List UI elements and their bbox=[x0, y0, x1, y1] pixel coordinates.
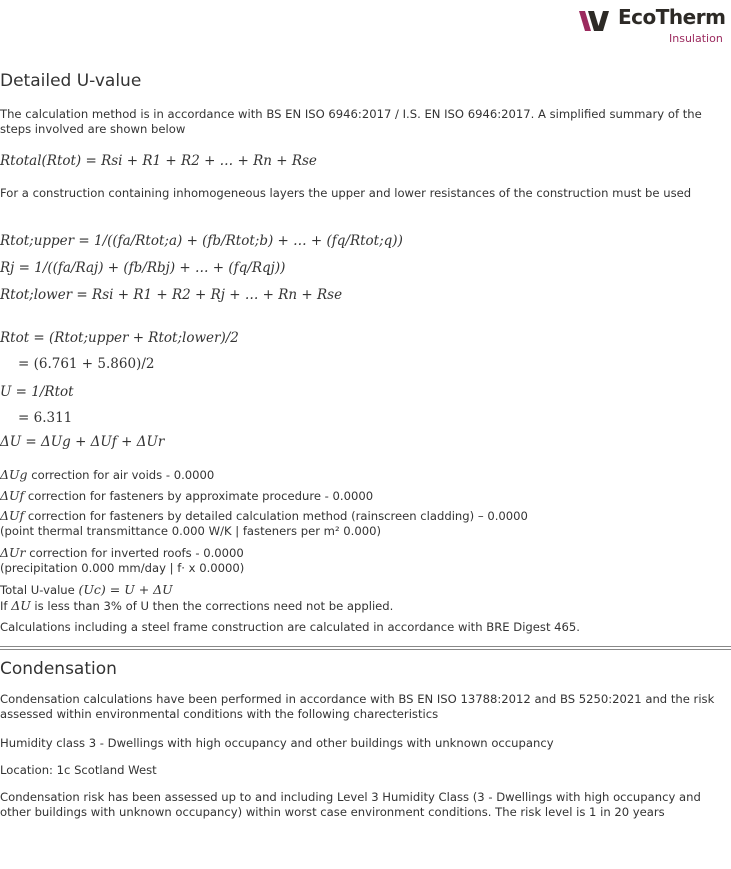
symbol: ΔUf bbox=[0, 508, 25, 523]
text: correction for fasteners by approximate procedure - 0.0000 bbox=[24, 489, 374, 503]
eq-rtot-value: = (6.761 + 5.860)/2 bbox=[18, 356, 155, 372]
symbol: ΔUr bbox=[0, 545, 26, 560]
symbol: ΔUf bbox=[0, 488, 25, 503]
eq-rj: Rj = 1/((fa/Raj) + (fb/Rbj) + … + (fq/Rqj)) bbox=[0, 260, 286, 276]
condensation-risk: Condensation risk has been assessed up to and including Level 3 Humidity Class (3 - Dwellings with high occupancy and other buildings with unknown occupancy) within worst case environment conditions. The risk level is 1 in 20 years bbox=[0, 790, 701, 819]
condensation-heading: Condensation bbox=[0, 659, 117, 679]
correction-fasteners-detailed bbox=[0, 508, 528, 524]
correction-fasteners-detail: (point thermal transmittance 0.000 W/K | fasteners per m² 0.000) bbox=[0, 524, 382, 538]
brand-subtitle: Insulation bbox=[669, 32, 723, 45]
corrections-threshold-note bbox=[0, 598, 393, 614]
condensation-intro: Condensation calculations have been performed in accordance with BS EN ISO 13788:2012 and BS 5250:2021 and the risk assessed within environmental conditions with the following charecteristics bbox=[0, 692, 715, 721]
eq-rtot: Rtot = (Rtot;upper + Rtot;lower)/2 bbox=[0, 330, 239, 346]
eq-u-value: = 6.311 bbox=[18, 410, 73, 426]
steel-frame-note: Calculations including a steel frame construction are calculated in accordance with BRE Digest 465. bbox=[0, 620, 580, 634]
text: Total U-value bbox=[0, 583, 79, 597]
text: correction for fasteners by detailed calculation method (rainscreen cladding) – 0.0000 bbox=[24, 509, 528, 523]
symbol: ΔUg bbox=[0, 467, 28, 482]
symbol: ΔU bbox=[11, 598, 31, 613]
humidity-class: Humidity class 3 - Dwellings with high occupancy and other buildings with unknown occupancy bbox=[0, 736, 554, 750]
eq-rtotal: Rtotal(Rtot) = Rsi + R1 + R2 + … + Rn + Rse bbox=[0, 153, 317, 169]
text: correction for air voids - 0.0000 bbox=[27, 468, 215, 482]
ecotherm-logo bbox=[573, 0, 731, 54]
eq-delta-u: ΔU = ΔUg + ΔUf + ΔUr bbox=[0, 434, 165, 450]
text: If bbox=[0, 599, 12, 613]
inhomogeneous-note: For a construction containing inhomogeneous layers the upper and lower resistances of the construction must be used bbox=[0, 186, 692, 200]
section-divider bbox=[0, 646, 731, 650]
text: correction for inverted roofs - 0.0000 bbox=[25, 546, 244, 560]
eq-u: U = 1/Rtot bbox=[0, 384, 74, 400]
total-u-value bbox=[0, 582, 173, 598]
text: is less than 3% of U then the corrections need not be applied. bbox=[30, 599, 394, 613]
eq-rtot-upper: Rtot;upper = 1/((fa/Rtot;a) + (fb/Rtot;b) + … + (fq/Rtot;q)) bbox=[0, 233, 403, 249]
location: Location: 1c Scotland West bbox=[0, 763, 157, 777]
correction-inverted-roofs-detail: (precipitation 0.000 mm/day | f· x 0.0000) bbox=[0, 561, 245, 575]
symbol: (Uc) = U + ΔU bbox=[78, 582, 173, 597]
eq-rtot-lower: Rtot;lower = Rsi + R1 + R2 + Rj + … + Rn + Rse bbox=[0, 287, 343, 303]
correction-inverted-roofs bbox=[0, 545, 244, 561]
brand-name: EcoTherm bbox=[618, 5, 726, 29]
uvalue-intro: The calculation method is in accordance with BS EN ISO 6946:2017 / I.S. EN ISO 6946:2017. A simplified summary of the steps involved are shown below bbox=[0, 107, 702, 136]
ecotherm-mark-icon bbox=[579, 10, 617, 32]
correction-fasteners-approx bbox=[0, 488, 373, 504]
correction-air-voids bbox=[0, 467, 214, 483]
uvalue-heading: Detailed U-value bbox=[0, 71, 142, 91]
